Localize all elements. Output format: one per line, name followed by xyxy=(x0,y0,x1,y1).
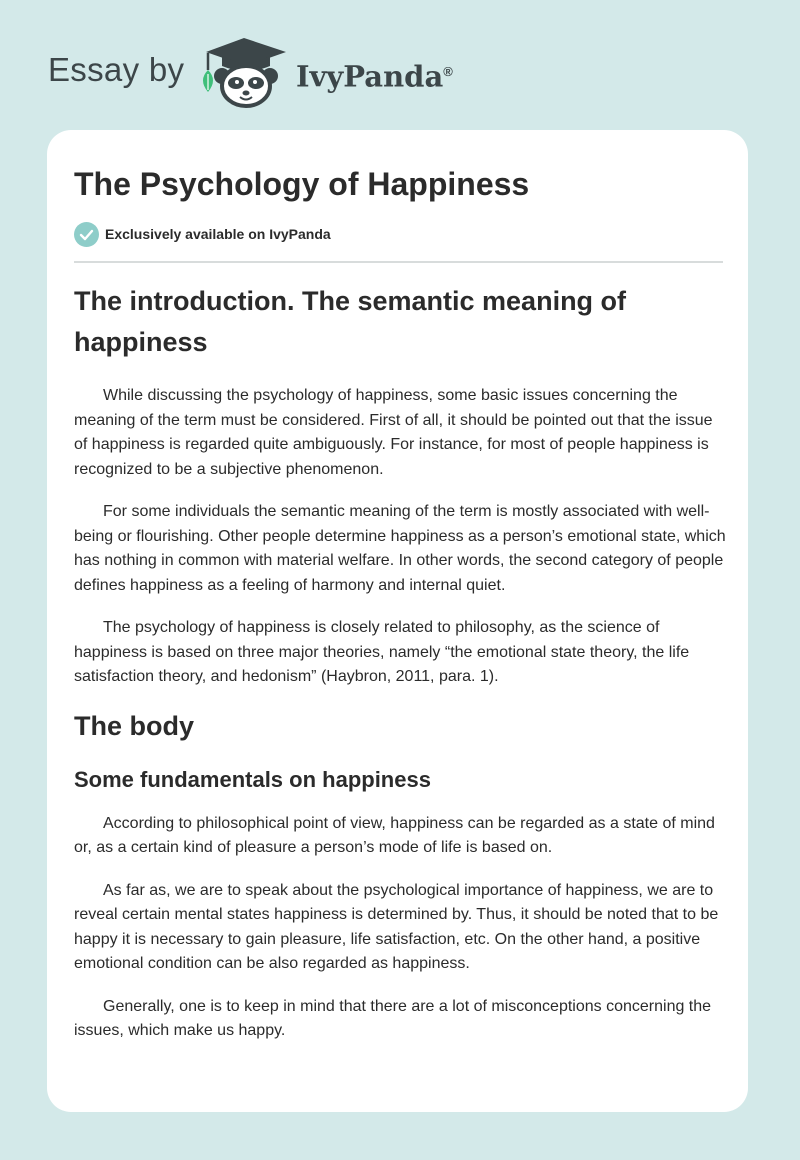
brand-prefix: Essay by xyxy=(48,51,185,88)
brand-name-text: IvyPanda xyxy=(296,59,444,94)
essay-content xyxy=(74,281,729,1044)
paragraph: According to philosophical point of view, happiness can be regarded as a state of mind or, as a certain kind of pleasure a person’s mode of life is based on. xyxy=(74,814,715,856)
essay-card xyxy=(47,130,748,1112)
subsection-heading: Some fundamentals on happiness xyxy=(74,766,431,792)
brand-name xyxy=(296,52,453,97)
essay-title: The Psychology of Happiness xyxy=(74,166,530,202)
registered-mark: ® xyxy=(443,64,453,79)
section-heading-intro: The introduction. The semantic meaning of happiness xyxy=(74,286,627,357)
check-icon xyxy=(74,222,99,247)
exclusive-badge xyxy=(74,221,331,247)
section-heading-body: The body xyxy=(74,710,194,741)
paragraph: While discussing the psychology of happiness, some basic issues concerning the meaning of the term must be considered. First of all, it should be pointed out that the issue of happiness is regarded quite ambiguously. For instance, for most of people happiness is recognized to be a subjective phenomenon. xyxy=(74,387,713,478)
title-divider xyxy=(74,261,723,263)
paragraph: The psychology of happiness is closely related to philosophy, as the science of happiness is based on three major theories, namely “the emotional state theory, the life satisfaction theory, and hedonism” (Haybron, 2011, para. 1). xyxy=(74,619,690,685)
paragraph: For some individuals the semantic meaning of the term is mostly associated with well-being or flourishing. Other people determine happiness as a person’s emotional state, which has nothing in common with material welfare. In other words, the second category of people defines happiness as a feeling of harmony and internal quiet. xyxy=(74,503,726,594)
exclusive-badge-text: Exclusively available on IvyPanda xyxy=(105,226,331,242)
paragraph: As far as, we are to speak about the psychological importance of happiness, we are to reveal certain mental states happiness is determined by. Thus, it should be noted that to be happy it is necessary to gain pleasure, life satisfaction, etc. On the other hand, a positive emotional condition can be also regarded as happiness. xyxy=(74,881,719,972)
panda-logo-icon[interactable] xyxy=(200,36,292,108)
site-header xyxy=(0,0,800,130)
paragraph: Generally, one is to keep in mind that there are a lot of misconceptions concerning the issues, which make us happy. xyxy=(74,997,712,1039)
